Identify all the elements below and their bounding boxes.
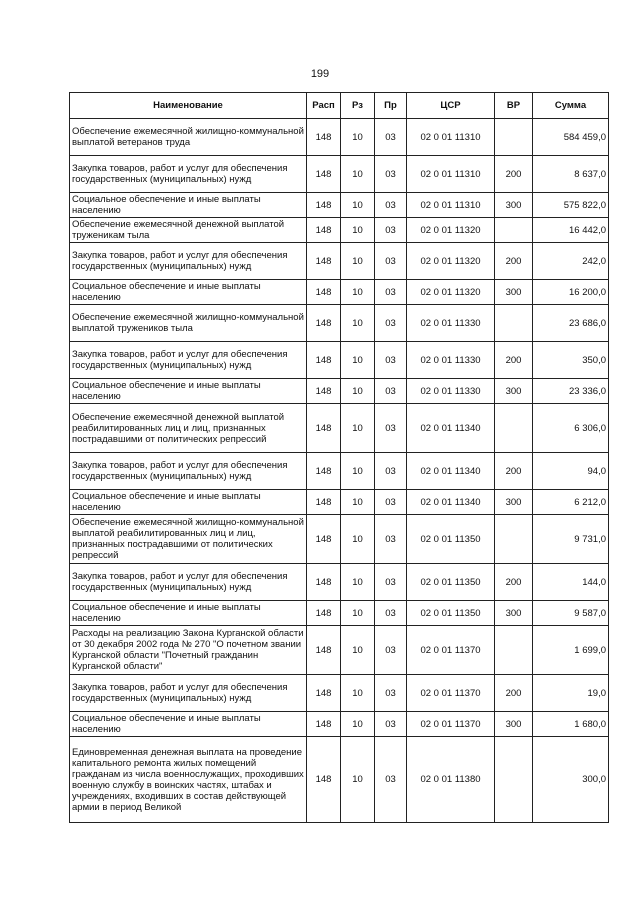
cell-csr: 02 0 01 11320 — [407, 280, 495, 305]
header-sum: Сумма — [533, 93, 609, 119]
cell-csr: 02 0 01 11370 — [407, 626, 495, 675]
cell-rasp: 148 — [307, 453, 341, 490]
cell-csr: 02 0 01 11370 — [407, 712, 495, 737]
cell-vr: 300 — [495, 379, 533, 404]
cell-name: Обеспечение ежемесячной жилищно-коммунальной выплатой тружеников тыла — [70, 305, 307, 342]
cell-rz: 10 — [341, 737, 375, 823]
budget-table — [69, 92, 609, 823]
cell-pr: 03 — [375, 453, 407, 490]
cell-rz: 10 — [341, 601, 375, 626]
cell-rasp: 148 — [307, 243, 341, 280]
cell-pr: 03 — [375, 218, 407, 243]
cell-csr: 02 0 01 11310 — [407, 156, 495, 193]
cell-pr: 03 — [375, 243, 407, 280]
table-row — [70, 379, 609, 404]
cell-csr: 02 0 01 11340 — [407, 404, 495, 453]
cell-vr: 200 — [495, 243, 533, 280]
table-row — [70, 490, 609, 515]
cell-csr: 02 0 01 11330 — [407, 379, 495, 404]
table-row — [70, 712, 609, 737]
cell-pr: 03 — [375, 404, 407, 453]
cell-name: Обеспечение ежемесячной денежной выплатой труженикам тыла — [70, 218, 307, 243]
header-vr: ВР — [495, 93, 533, 119]
cell-vr — [495, 404, 533, 453]
cell-rz: 10 — [341, 193, 375, 218]
cell-sum: 6 306,0 — [533, 404, 609, 453]
cell-vr — [495, 218, 533, 243]
cell-rz: 10 — [341, 515, 375, 564]
table-row — [70, 342, 609, 379]
cell-rasp: 148 — [307, 193, 341, 218]
cell-pr: 03 — [375, 193, 407, 218]
cell-pr: 03 — [375, 379, 407, 404]
cell-rz: 10 — [341, 119, 375, 156]
cell-rz: 10 — [341, 564, 375, 601]
cell-sum: 16 200,0 — [533, 280, 609, 305]
cell-pr: 03 — [375, 342, 407, 379]
table-row — [70, 453, 609, 490]
cell-rz: 10 — [341, 404, 375, 453]
table-row — [70, 193, 609, 218]
cell-rasp: 148 — [307, 490, 341, 515]
cell-name: Закупка товаров, работ и услуг для обеспечения государственных (муниципальных) нужд — [70, 156, 307, 193]
cell-sum: 6 212,0 — [533, 490, 609, 515]
cell-sum: 9 587,0 — [533, 601, 609, 626]
cell-rasp: 148 — [307, 305, 341, 342]
table-row — [70, 404, 609, 453]
table-row — [70, 601, 609, 626]
cell-sum: 23 686,0 — [533, 305, 609, 342]
table-row — [70, 564, 609, 601]
table-row — [70, 737, 609, 823]
header-csr: ЦСР — [407, 93, 495, 119]
cell-pr: 03 — [375, 305, 407, 342]
cell-vr: 200 — [495, 675, 533, 712]
table-row — [70, 515, 609, 564]
cell-rz: 10 — [341, 490, 375, 515]
cell-sum: 584 459,0 — [533, 119, 609, 156]
cell-name: Обеспечение ежемесячной жилищно-коммунальной выплатой ветеранов труда — [70, 119, 307, 156]
cell-name: Закупка товаров, работ и услуг для обеспечения государственных (муниципальных) нужд — [70, 342, 307, 379]
table-row — [70, 280, 609, 305]
cell-name: Социальное обеспечение и иные выплаты населению — [70, 193, 307, 218]
table-row — [70, 243, 609, 280]
cell-rz: 10 — [341, 626, 375, 675]
cell-vr: 300 — [495, 601, 533, 626]
cell-rasp: 148 — [307, 626, 341, 675]
cell-csr: 02 0 01 11310 — [407, 193, 495, 218]
cell-csr: 02 0 01 11350 — [407, 601, 495, 626]
cell-name: Социальное обеспечение и иные выплаты населению — [70, 601, 307, 626]
cell-pr: 03 — [375, 156, 407, 193]
cell-name: Закупка товаров, работ и услуг для обеспечения государственных (муниципальных) нужд — [70, 675, 307, 712]
cell-vr — [495, 626, 533, 675]
cell-pr: 03 — [375, 737, 407, 823]
cell-sum: 9 731,0 — [533, 515, 609, 564]
cell-rz: 10 — [341, 305, 375, 342]
cell-vr: 200 — [495, 156, 533, 193]
cell-sum: 350,0 — [533, 342, 609, 379]
table-row — [70, 675, 609, 712]
cell-rasp: 148 — [307, 156, 341, 193]
cell-rasp: 148 — [307, 675, 341, 712]
cell-vr: 300 — [495, 280, 533, 305]
header-rasp: Расп — [307, 93, 341, 119]
cell-sum: 23 336,0 — [533, 379, 609, 404]
cell-csr: 02 0 01 11380 — [407, 737, 495, 823]
cell-name: Закупка товаров, работ и услуг для обеспечения государственных (муниципальных) нужд — [70, 564, 307, 601]
cell-vr — [495, 737, 533, 823]
cell-csr: 02 0 01 11320 — [407, 243, 495, 280]
cell-sum: 300,0 — [533, 737, 609, 823]
cell-sum: 242,0 — [533, 243, 609, 280]
cell-vr — [495, 305, 533, 342]
cell-pr: 03 — [375, 564, 407, 601]
cell-name: Социальное обеспечение и иные выплаты населению — [70, 490, 307, 515]
table-row — [70, 305, 609, 342]
cell-name: Социальное обеспечение и иные выплаты населению — [70, 280, 307, 305]
cell-pr: 03 — [375, 280, 407, 305]
cell-rasp: 148 — [307, 564, 341, 601]
page-number: 199 — [310, 68, 330, 80]
cell-rasp: 148 — [307, 712, 341, 737]
cell-rasp: 148 — [307, 515, 341, 564]
table-row — [70, 218, 609, 243]
cell-rasp: 148 — [307, 737, 341, 823]
table-row — [70, 156, 609, 193]
cell-pr: 03 — [375, 675, 407, 712]
cell-pr: 03 — [375, 601, 407, 626]
cell-rasp: 148 — [307, 601, 341, 626]
cell-csr: 02 0 01 11330 — [407, 342, 495, 379]
cell-rz: 10 — [341, 156, 375, 193]
cell-sum: 575 822,0 — [533, 193, 609, 218]
cell-name: Социальное обеспечение и иные выплаты населению — [70, 379, 307, 404]
cell-csr: 02 0 01 11350 — [407, 564, 495, 601]
cell-csr: 02 0 01 11350 — [407, 515, 495, 564]
cell-rasp: 148 — [307, 218, 341, 243]
cell-csr: 02 0 01 11370 — [407, 675, 495, 712]
cell-sum: 94,0 — [533, 453, 609, 490]
table-header-row — [70, 93, 609, 119]
cell-sum: 144,0 — [533, 564, 609, 601]
cell-csr: 02 0 01 11340 — [407, 490, 495, 515]
cell-rasp: 148 — [307, 280, 341, 305]
cell-rz: 10 — [341, 342, 375, 379]
cell-rasp: 148 — [307, 119, 341, 156]
cell-pr: 03 — [375, 626, 407, 675]
cell-vr: 300 — [495, 712, 533, 737]
cell-pr: 03 — [375, 515, 407, 564]
cell-pr: 03 — [375, 490, 407, 515]
cell-rz: 10 — [341, 675, 375, 712]
table-row — [70, 119, 609, 156]
cell-name: Социальное обеспечение и иные выплаты населению — [70, 712, 307, 737]
cell-sum: 8 637,0 — [533, 156, 609, 193]
cell-csr: 02 0 01 11340 — [407, 453, 495, 490]
header-name: Наименование — [70, 93, 307, 119]
cell-rz: 10 — [341, 280, 375, 305]
cell-vr — [495, 119, 533, 156]
cell-rz: 10 — [341, 243, 375, 280]
table-row — [70, 626, 609, 675]
header-pr: Пр — [375, 93, 407, 119]
cell-csr: 02 0 01 11310 — [407, 119, 495, 156]
cell-rz: 10 — [341, 218, 375, 243]
cell-sum: 1 699,0 — [533, 626, 609, 675]
cell-vr: 200 — [495, 342, 533, 379]
cell-name: Закупка товаров, работ и услуг для обеспечения государственных (муниципальных) нужд — [70, 453, 307, 490]
cell-csr: 02 0 01 11320 — [407, 218, 495, 243]
cell-sum: 19,0 — [533, 675, 609, 712]
cell-name: Расходы на реализацию Закона Курганской области от 30 декабря 2002 года № 270 "О почетном звании Курганской области "Почетный гражданин Курганской области" — [70, 626, 307, 675]
cell-pr: 03 — [375, 119, 407, 156]
cell-vr: 200 — [495, 564, 533, 601]
cell-name: Единовременная денежная выплата на проведение капитального ремонта жилых помещений гражданам из числа военнослужащих, проходивших военную службу в воинских частях, штабах и учреждениях, входивших в состав действующей армии в период Великой — [70, 737, 307, 823]
cell-rz: 10 — [341, 379, 375, 404]
cell-csr: 02 0 01 11330 — [407, 305, 495, 342]
cell-rasp: 148 — [307, 379, 341, 404]
cell-sum: 16 442,0 — [533, 218, 609, 243]
cell-vr: 300 — [495, 193, 533, 218]
cell-rasp: 148 — [307, 404, 341, 453]
cell-vr: 300 — [495, 490, 533, 515]
cell-rasp: 148 — [307, 342, 341, 379]
cell-pr: 03 — [375, 712, 407, 737]
cell-rz: 10 — [341, 712, 375, 737]
header-rz: Рз — [341, 93, 375, 119]
cell-vr — [495, 515, 533, 564]
cell-rz: 10 — [341, 453, 375, 490]
cell-sum: 1 680,0 — [533, 712, 609, 737]
cell-name: Закупка товаров, работ и услуг для обеспечения государственных (муниципальных) нужд — [70, 243, 307, 280]
cell-name: Обеспечение ежемесячной жилищно-коммунальной выплатой реабилитированных лиц и лиц, признанных пострадавшими от политических репрессий — [70, 515, 307, 564]
cell-name: Обеспечение ежемесячной денежной выплатой реабилитированных лиц и лиц, признанных пострадавшими от политических репрессий — [70, 404, 307, 453]
cell-vr: 200 — [495, 453, 533, 490]
